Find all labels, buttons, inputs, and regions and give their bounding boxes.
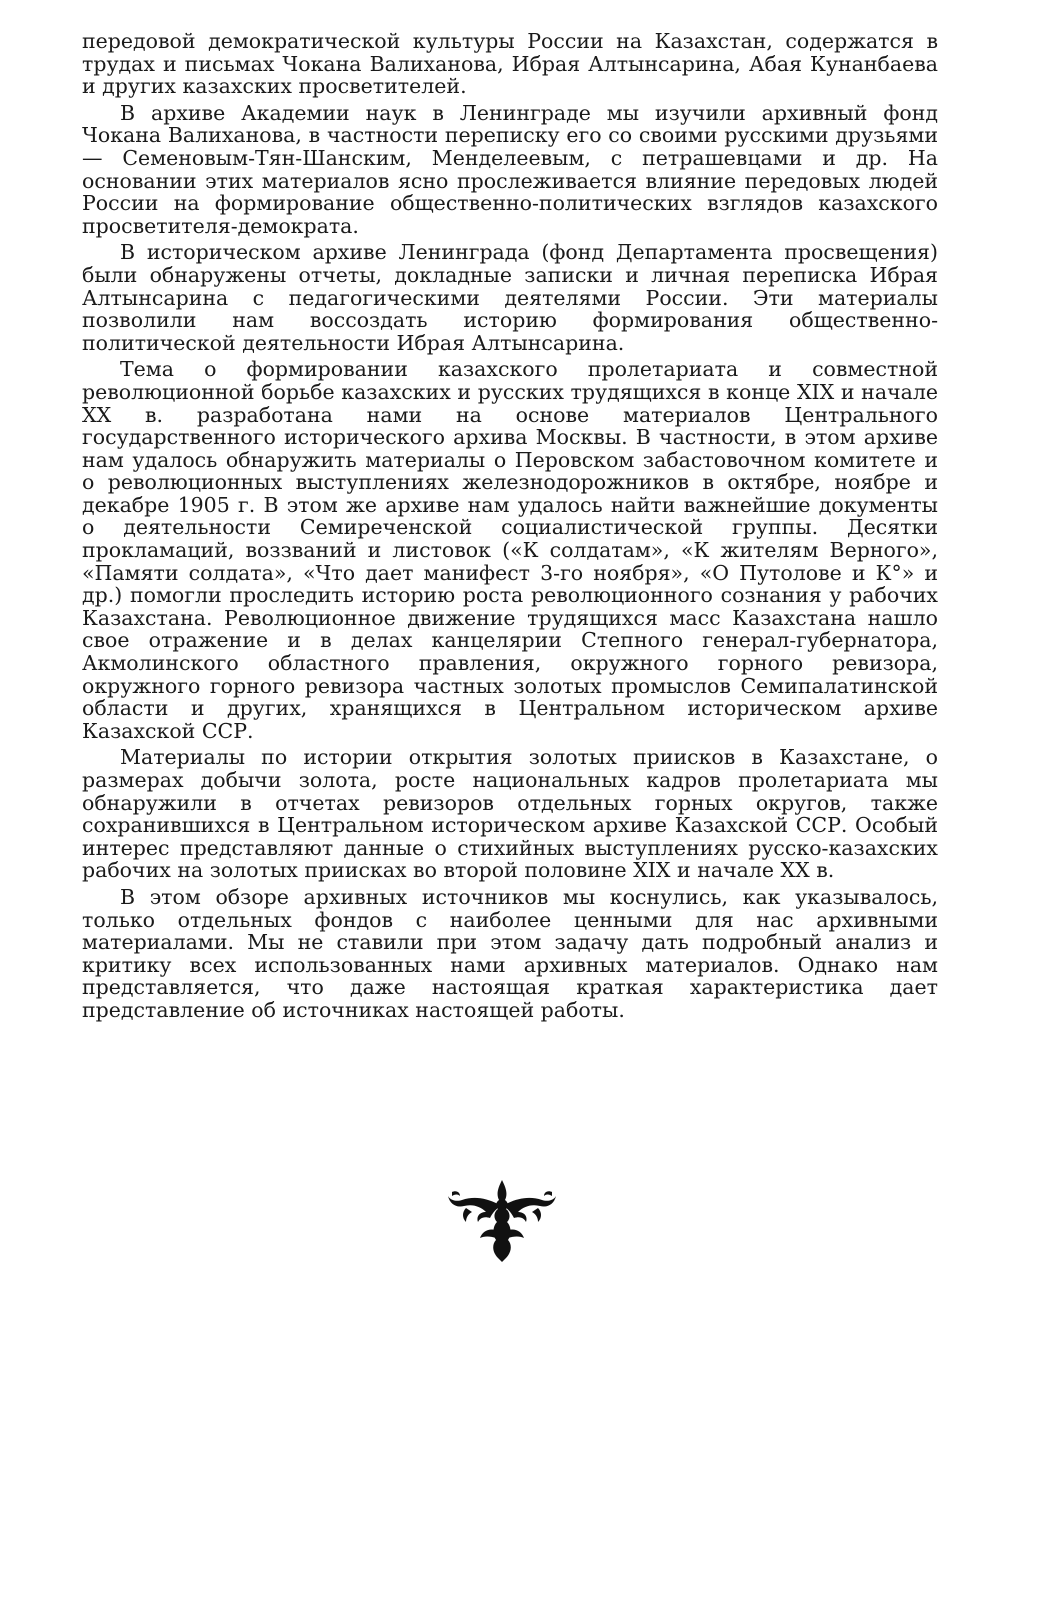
- paragraph-5: Материалы по истории открытия золотых приисков в Казахстане, о размерах добычи золота, росте национальных кадров пролетариата мы обнаружили в отчетах ревизоров отдельных горных округов, также сохранившихся в Центральном историческом архиве Казахской ССР. Особый интерес представляют данные о стихийных выступлениях русско-казахских рабочих на золотых приисках во второй половине XIX и начале XX в.: [82, 745, 938, 883]
- paragraph-3: В историческом архиве Ленинграда (фонд Департамента просвещения) были обнаружены отчеты, докладные записки и личная переписка Ибрая Алтынсарина с педагогическими деятелями России. Эти материалы позволили нам воссоздать историю формирования общественно-политической деятельности Ибрая Алтынсарина.: [82, 240, 938, 355]
- paragraph-6: В этом обзоре архивных источников мы коснулись, как указывалось, только отдельных фондов с наиболее ценными для нас архивными материалами. Мы не ставили при этом задачу дать подробный анализ и критику всех использованных нами архивных материалов. Однако нам представляется, что даже настоящая краткая характеристика дает представление об источниках настоящей работы.: [82, 884, 938, 1022]
- paragraph-1: передовой демократической культуры России на Казахстан, содержатся в трудах и письмах Чокана Валиханова, Ибрая Алтынсарина, Абая Кунанбаева и других казахских просветителей.: [82, 29, 938, 99]
- paragraph-4: Тема о формировании казахского пролетариата и совместной революционной борьбе казахских и русских трудящихся в конце XIX и начале XX в. разработана нами на основе материалов Центрального государственного исторического архива Москвы. В частности, в этом архиве нам удалось обнаружить материалы о Перовском забастовочном комитете и о революционных выступлениях железнодорожников в октябре, ноябре и декабре 1905 г. В этом же архиве нам удалось найти важнейшие документы о деятельности Семиреченской социалистической группы. Десятки прокламаций, воззваний и листовок («К солдатам», «К жителям Верного», «Памяти солдата», «Что дает манифест 3-го ноября», «О Путолове и К°» и др.) помогли проследить историю роста революционного сознания у рабочих Казахстана. Революционное движение трудящихся масс Казахстана нашло свое отражение и в делах канцелярии Степного генерал-губернатора, Акмолинского областного правления, окружного горного ревизора, окружного горного ревизора частных золотых промыслов Семипалатинской области и других, хранящихся в Центральном историческом архиве Казахской ССР.: [82, 357, 938, 743]
- paragraph-2: В архиве Академии наук в Ленинграде мы изучили архивный фонд Чокана Валиханова, в частности переписку его со своими русскими друзьями — Семеновым-Тян-Шанским, Менделеевым, с петрашевцами и др. На основании этих материалов ясно прослеживается влияние передовых людей России на формирование общественно-политических взглядов казахского просветителя-демократа.: [82, 100, 938, 238]
- fleuron-ornament-icon: [446, 1178, 558, 1262]
- document-page: [82, 30, 938, 1022]
